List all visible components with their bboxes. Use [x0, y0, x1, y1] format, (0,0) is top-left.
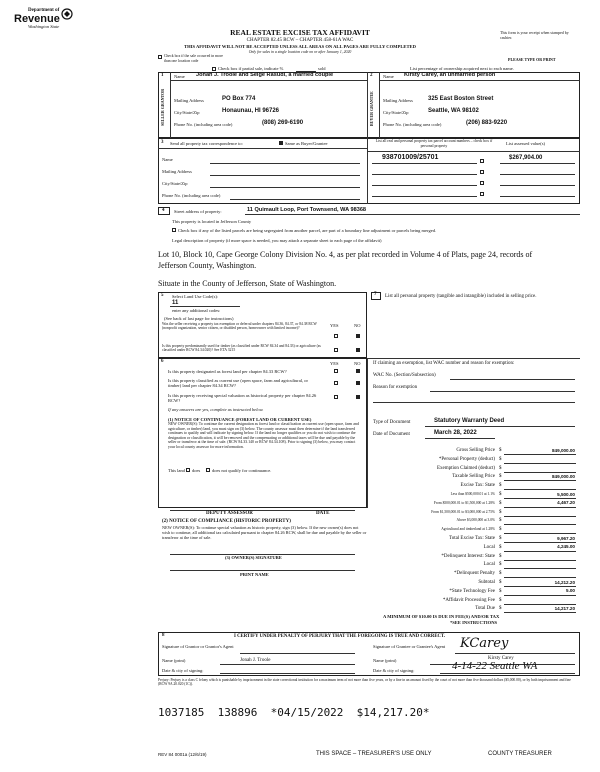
tax-row-currency: $ — [499, 571, 502, 577]
certify-statement: I CERTIFY UNDER PENALTY OF PERJURY THAT THE FOREGOING IS TRUE AND CORRECT. — [234, 634, 446, 639]
tax-row-currency: $ — [499, 500, 502, 506]
seller-mailing-label: Mailing Address — [174, 98, 204, 103]
tax-row-line — [504, 604, 576, 605]
historic-title: (2) NOTICE OF COMPLIANCE (HISTORIC PROPERTY) — [162, 519, 291, 524]
assessed-value: $267,904.00 — [509, 155, 543, 161]
receipt-note: This form is your receipt when stamped by cashier. — [500, 30, 569, 40]
tax-row-currency: $ — [499, 518, 502, 524]
grantee-date-city-label: Date & city of signing: — [373, 668, 415, 673]
section-7-number: 7 — [374, 292, 377, 297]
grantee-sig-label: Signature of Grantee or Grantee's Agent — [373, 644, 446, 649]
buyer-phone: (206) 883-9220 — [466, 120, 508, 126]
doc-date: March 28, 2022 — [434, 430, 477, 436]
s5-q2-no[interactable] — [356, 348, 360, 352]
tax-row-currency: $ — [499, 562, 502, 568]
tax-row-line — [504, 533, 576, 534]
s6-q3-yes[interactable] — [334, 395, 338, 399]
section-8-number: 8 — [162, 633, 165, 638]
tax-row-label: Taxable Selling Price — [452, 474, 495, 480]
section-3-number: 3 — [161, 140, 164, 145]
tax-row-currency: $ — [499, 588, 502, 594]
section-4-number: 4 — [162, 208, 165, 213]
s5-question-2: Is this property predominantly used for timber (as classified under RCW 84.34 and 84.33) or agriculture (as classified under RCW 84.34.020)? See ETA 3215 — [162, 344, 321, 353]
tax-row-line — [504, 577, 576, 578]
seller-side-label: SELLER GRANTOR — [160, 88, 165, 126]
s5-q2-yes[interactable] — [334, 348, 338, 352]
seller-name-label: Name — [174, 74, 185, 79]
tax-row-label: Total Due — [475, 606, 495, 612]
s5-question-1: Was the seller receiving a property tax exemption or deferral under chapters 84.36, 84.37, or 84.38 RCW (nonprofit organization, senior citizen, or disabled person, homeowner with limited income)? — [162, 322, 317, 331]
tax-row-line — [504, 568, 576, 569]
grantor-name-label: Name (print) — [162, 658, 186, 663]
land-use-label: Select Land Use Code(s): — [172, 294, 219, 299]
legal-line-2: Jefferson County, Washington. — [158, 261, 257, 270]
logo-emblem-icon — [60, 8, 74, 20]
ownership-note: List percentage of ownership acquired next to each name. — [410, 66, 514, 71]
grantee-name: Kirsty Carey — [488, 656, 514, 661]
county-treasurer-label: COUNTY TREASURER — [488, 751, 552, 757]
s6-q2-yes[interactable] — [334, 381, 338, 385]
tax-row-value: 4,467.20 — [557, 500, 575, 506]
tax-row-value: 14,212.20 — [554, 579, 575, 585]
doc-date-label: Date of Document — [373, 432, 410, 437]
personal-property-label: List all personal property (tangible and intangible) included in selling price. — [385, 294, 537, 299]
tax-row-line — [504, 454, 576, 455]
s5-yes-header: YES — [330, 323, 339, 328]
tax-row-value: 5,500.00 — [557, 491, 575, 497]
county-line: This property is located in Jefferson County — [172, 219, 252, 224]
tax-row-currency: $ — [499, 580, 502, 585]
s3-mailing-label: Mailing Address — [162, 169, 192, 174]
tax-row-value: 849,000.00 — [552, 447, 575, 453]
s5-no-header: NO — [354, 323, 361, 328]
doc-type-label: Type of Document — [373, 420, 411, 425]
tax-row-label: *Delinquent Penalty — [454, 571, 495, 577]
tax-row-line — [504, 472, 576, 473]
grantee-date-city: 4-14-22 Seattle WA — [452, 660, 538, 672]
tax-row-label: Less than $500,000.01 at 1.1% — [450, 492, 495, 496]
parcels-header: List all real and personal property tax parcel account numbers – check box if personal property — [375, 139, 493, 148]
buyer-city: Seattle, WA 98102 — [428, 108, 479, 114]
tax-row-line — [504, 551, 576, 552]
tax-row-label: Local — [483, 562, 495, 568]
parcel-personal-checkbox-3[interactable] — [480, 181, 484, 185]
buyer-city-label: City/State/Zip — [383, 110, 409, 115]
street-address-label: Street address of property: — [174, 209, 222, 214]
land-use-code: 11 — [172, 300, 179, 306]
s6-question-3: Is this property receiving special valuation as historical property per chapter 84.26 RCW? — [168, 393, 317, 403]
tax-row-currency: $ — [499, 606, 502, 612]
additional-codes-label: enter any additional codes: — [172, 308, 221, 313]
tax-row-label: From $1,500,000.01 to $3,000,000 at 2.75% — [431, 509, 495, 514]
correspondence-label: Send all property tax correspondence to: — [170, 141, 243, 146]
buyer-name-label: Name — [383, 74, 394, 79]
tax-row-label: Subtotal — [478, 580, 495, 585]
seller-name: Jonah J. Troole and Selge Rasudl, a married couple — [196, 72, 334, 78]
tax-row-currency: $ — [499, 509, 502, 515]
seller-city-label: City/State/Zip — [174, 110, 200, 115]
deputy-assessor-label: DEPUTY ASSESSOR — [206, 511, 253, 516]
tax-row-value: 4,245.00 — [557, 544, 575, 550]
tax-row-currency: $ — [499, 597, 502, 603]
cashier-stamp: 1037185 138896 *04/15/2022 $14,217.20* — [158, 706, 430, 719]
tax-row-line — [504, 489, 576, 490]
tax-row-label: Agricultural and timberland at 1.28% — [441, 527, 495, 532]
tax-row-currency: $ — [499, 536, 502, 541]
tax-row-value: 14,217.20 — [554, 605, 575, 611]
tax-row-currency: $ — [499, 492, 502, 497]
buyer-side-label: BUYER GRANTEE — [369, 91, 374, 126]
form-title: REAL ESTATE EXCISE TAX AFFIDAVIT — [230, 28, 370, 37]
tax-row-label: *Delinquent Interest: State — [441, 553, 495, 559]
tax-row-line — [504, 516, 576, 517]
multi-location-label: Check box if the sale occurred in more than one location code — [164, 54, 223, 63]
tax-row-line — [504, 542, 576, 543]
s6-q2-no[interactable] — [356, 381, 360, 385]
grantee-name-label: Name (print) — [373, 658, 397, 663]
parcel-number: 938701009/25701 — [382, 154, 439, 161]
grantor-name: Jonah J. Troole — [240, 658, 271, 663]
partial-sale-checkbox[interactable] — [212, 67, 216, 71]
print-name-label: PRINT NAME — [240, 572, 269, 577]
tax-row-label: *State Technology Fee — [449, 588, 495, 594]
section-2-number: 2 — [370, 73, 373, 78]
s6-question-2: Is this property classified as current use (open space, farm and agricultural, or timber) land per chapter 84.34 RCW? — [168, 378, 308, 388]
logo-text-department: Department of — [28, 8, 60, 13]
section-5-number: 5 — [161, 293, 164, 298]
s5-q1-yes[interactable] — [334, 334, 338, 338]
seller-phone-label: Phone No. (including area code) — [174, 122, 233, 127]
grantee-signature: KCarey — [460, 636, 509, 651]
logo-text-state: Washington State — [28, 24, 60, 29]
tax-row-currency: $ — [499, 474, 502, 480]
partial-sale-sold: sold — [318, 66, 326, 71]
s3-phone-label: Phone No. (including area code) — [162, 193, 221, 198]
land-does-not-label: does not qualify for continuance. — [212, 468, 272, 473]
tax-row-label: *Personal Property (deduct) — [438, 456, 495, 462]
land-does-checkbox[interactable] — [186, 468, 190, 472]
s3-city-label: City/State/Zip — [162, 181, 188, 186]
see-instructions: *SEE INSTRUCTIONS — [450, 620, 498, 625]
grantor-date-city-label: Date & city of signing: — [162, 668, 204, 673]
treasurer-use-label: THIS SPACE – TREASURER'S USE ONLY — [316, 751, 432, 757]
legal-line-1: Lot 10, Block 10, Cape George Colony Division No. 4, as per plat recorded in Volume 4 of Plats, page 24, records of — [158, 250, 533, 259]
deputy-date-label: DATE — [316, 511, 330, 516]
s6-q3-no[interactable] — [356, 395, 360, 399]
s6-no-header: NO — [354, 361, 361, 366]
section-6-number: 6 — [161, 359, 164, 364]
doc-type: Statutory Warranty Deed — [434, 418, 505, 424]
tax-row-line — [504, 586, 576, 587]
tax-row-line — [504, 498, 576, 499]
tax-row-label: Total Excise Tax: State — [448, 536, 495, 541]
tax-row-line — [504, 463, 576, 464]
exemption-claim-label: If claiming an exemption, list WAC number and reason for exemption: — [373, 361, 515, 366]
tax-row-currency: $ — [499, 448, 502, 453]
continuance-title: (1) NOTICE OF CONTINUANCE (FOREST LAND OR CURRENT USE) — [168, 417, 312, 422]
form-use-note: Only for sales in a single location code on or after January 1, 2020 — [248, 50, 352, 54]
land-does-not-checkbox[interactable] — [206, 468, 210, 472]
see-back-label: (See back of last page for instructions) — [164, 316, 234, 321]
tax-row-currency: $ — [499, 483, 502, 489]
multi-location-checkbox[interactable] — [158, 55, 162, 59]
dor-logo — [14, 8, 74, 30]
tax-row-line — [504, 612, 576, 613]
tax-row-label: *Affidavit Processing Fee — [442, 597, 495, 603]
s5-q1-no[interactable] — [356, 334, 360, 338]
reason-label: Reason for exemption — [373, 385, 418, 390]
tax-row-currency: $ — [499, 553, 502, 559]
wac-label: WAC No. (Section/Subsection) — [373, 373, 436, 378]
tax-row-label: Exemption Claimed (deduct) — [436, 465, 495, 471]
tax-row-label: Local — [483, 544, 495, 550]
seller-mailing: PO Box 774 — [222, 96, 256, 102]
buyer-mailing-label: Mailing Address — [383, 98, 413, 103]
this-land-label: This land — [168, 468, 185, 473]
tax-row-currency: $ — [499, 456, 502, 462]
tax-row-line — [504, 595, 576, 596]
form-revision: REV 84 0001a (12/6/19) — [158, 752, 207, 757]
s6-yes-header: YES — [330, 361, 339, 366]
partial-sale-label: Check box if partial sale, indicate % — [218, 66, 284, 71]
print-note: PLEASE TYPE OR PRINT — [508, 57, 556, 62]
parcel-personal-checkbox-4[interactable] — [480, 192, 484, 196]
historic-body: NEW OWNER(S): To continue special valuation as historic property, sign (3) below. If the new owner(s) does not wish to continue, all additional tax calculated pursuant to chapter 84.26 RCW, shall be due and payable by the seller or transferor at the time of sale. — [162, 525, 367, 540]
form-warning: THIS AFFIDAVIT WILL NOT BE ACCEPTED UNLESS ALL AREAS ON ALL PAGES ARE FULLY COMPLETED — [184, 44, 416, 49]
tax-row-label: From $500,000.01 to $1,500,000 at 1.28% — [433, 500, 495, 505]
seller-city: Honaunau, HI 96726 — [222, 108, 280, 114]
grantor-sig-label: Signature of Grantor or Grantor's Agent — [162, 644, 234, 649]
segregated-label: Check box if any of the listed parcels are being segregated from another parcel, are part of a boundary line adjustment or parcels being merged. — [178, 228, 437, 233]
parcel-personal-checkbox-2[interactable] — [480, 170, 484, 174]
same-as-buyer-checkbox[interactable] — [279, 141, 283, 145]
tax-row-value: 5.00 — [566, 588, 575, 594]
buyer-mailing: 325 East Boston Street — [428, 96, 494, 102]
tax-row-value: 9,967.20 — [557, 535, 575, 541]
legal-line-3: Situate in the County of Jefferson, State of Washington. — [158, 279, 337, 288]
s3-name-label: Name — [162, 157, 173, 162]
assessed-header: List assessed value(s) — [506, 141, 545, 146]
same-as-buyer-label: Same as Buyer/Grantee — [285, 141, 328, 146]
s6-q1-no[interactable] — [356, 369, 360, 373]
tax-row-line — [504, 480, 576, 481]
s6-question-1: Is this property designated as forest land per chapter 84.33 RCW? — [168, 369, 287, 374]
form-subtitle: CHAPTER 82.45 RCW – CHAPTER 458-61A WAC — [246, 38, 354, 43]
tax-row-line — [504, 524, 576, 525]
section-1-number: 1 — [161, 73, 164, 78]
minimum-note: A MINIMUM OF $10.00 IS DUE IN FEE(S) AND/OR TAX — [383, 614, 500, 619]
buyer-name: Kirsty Carey, an unmarried person — [404, 72, 496, 78]
continuance-body: NEW OWNER(S): To continue the current designation as forest land or classification as current use (open space, farm and agriculture, or timber) land, you must sign on (3) below. The county assessor must then determine if the land transferred continues to qualify and will indicate by signing below. If the land no longer qualifies or you do not wish to continue the designation or classification, it will be removed and the compensating or additional taxes will be due and payable by the seller or transferor at the time of sale. (RCW 84.33.140 or RCW 84.34.108). Prior to signing (3) below, you may contact your local county assessor for more information. — [168, 422, 359, 449]
perjury-note: Perjury: Perjury is a class C felony which is punishable by imprisonment in the state correctional institution for a maximum term of not more than five years, or by a fine in an amount fixed by the court of not more than five thousand dollars ($5,000.00), or by both imprisonment and fine (RCW 9A.20.020 (1C)). — [158, 678, 571, 687]
tax-row-label: Excise Tax: State — [460, 483, 495, 489]
tax-row-currency: $ — [499, 544, 502, 550]
tax-row-label: Gross Selling Price — [456, 448, 495, 453]
tax-row-value: 849,000.00 — [552, 473, 575, 479]
tax-row-currency: $ — [499, 527, 502, 533]
parcel-personal-checkbox-1[interactable] — [480, 159, 484, 163]
tax-row-line — [504, 507, 576, 508]
legal-desc-label: Legal description of property (if more space is needed, you may attach a separate sheet to each page of the affidavit) — [172, 238, 382, 243]
tax-row-label: Above $3,000,000 at 3.0% — [456, 518, 495, 523]
buyer-phone-label: Phone No. (including area code) — [383, 122, 442, 127]
logo-text-revenue: Revenue — [14, 13, 60, 25]
owner-signature-label: (3) OWNER(S) SIGNATURE — [225, 555, 282, 560]
tax-row-currency: $ — [499, 465, 502, 471]
segregated-checkbox[interactable] — [172, 228, 176, 232]
street-address: 11 Quimault Loop, Port Townsend, WA 98368 — [247, 207, 367, 213]
land-does-label: does — [192, 468, 201, 473]
s6-any-yes: If any answers are yes, complete as instructed below. — [168, 407, 264, 412]
s6-q1-yes[interactable] — [334, 369, 338, 373]
seller-phone: (808) 269-6190 — [262, 120, 304, 126]
tax-row-line — [504, 560, 576, 561]
